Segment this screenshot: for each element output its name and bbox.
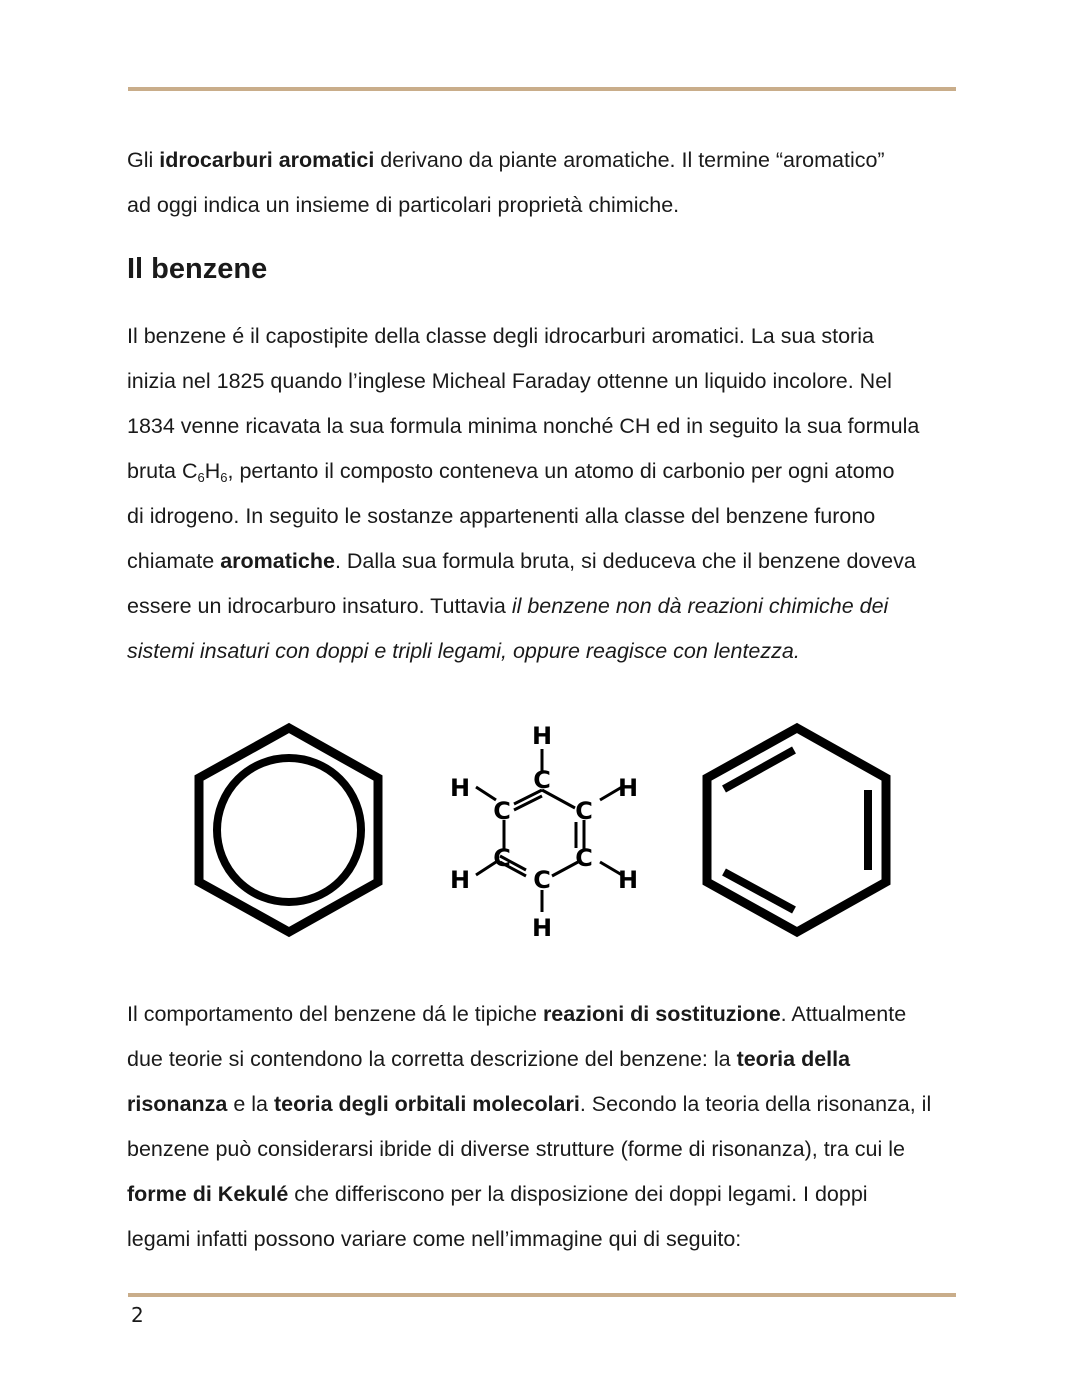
intro-paragraph <box>127 138 967 228</box>
paragraph-line: legami infatti possono variare come nell’immagine qui di seguito: <box>127 1227 742 1251</box>
bold-term: aromatiche <box>220 549 335 573</box>
bold-term: risonanza <box>127 1092 228 1116</box>
hydrogen-label: H <box>531 914 553 942</box>
top-rule <box>128 87 956 91</box>
bottom-rule <box>128 1293 956 1297</box>
paragraph-line: Il benzene é il capostipite della classe degli idrocarburi aromatici. La sua storia <box>127 324 874 348</box>
intro-text: derivano da piante aromatiche. Il termine “aromatico” <box>374 148 885 172</box>
paragraph-line: risonanza e la teoria degli orbitali molecolari. Secondo la teoria della risonanza, il <box>127 1092 932 1116</box>
paragraph-line <box>127 629 967 674</box>
carbon-label: C <box>575 844 593 872</box>
intro-text: Gli <box>127 148 160 172</box>
intro-text-line: ad oggi indica un insieme di particolari proprietà chimiche. <box>127 193 680 217</box>
carbon-label: C <box>575 797 593 825</box>
hydrogen-label: H <box>449 866 471 894</box>
carbon-label: C <box>493 844 511 872</box>
benzene-paragraph <box>127 314 967 674</box>
section-heading: Il benzene <box>127 253 268 285</box>
bold-term: forme di Kekulé <box>127 1182 289 1206</box>
subscript: 6 <box>220 470 228 485</box>
paragraph-line: 1834 venne ricavata la sua formula minima nonché CH ed in seguito la sua formula <box>127 414 920 438</box>
carbon-label: C <box>493 797 511 825</box>
subscript: 6 <box>197 470 205 485</box>
hydrogen-label: H <box>617 774 639 802</box>
benzene-circle-structure <box>199 728 378 932</box>
italic-text: sistemi insaturi con doppi e tripli legami, oppure reagisce con lentezza. <box>127 639 800 663</box>
hydrogen-label: H <box>449 774 471 802</box>
hydrogen-label: H <box>617 866 639 894</box>
carbon-label: C <box>533 766 551 794</box>
bold-term: teoria della <box>736 1047 851 1071</box>
carbon-label: C <box>533 866 551 894</box>
paragraph-line: di idrogeno. In seguito le sostanze appartenenti alla classe del benzene furono <box>127 504 876 528</box>
paragraph-line: chiamate aromatiche. Dalla sua formula bruta, si deduceva che il benzene doveva <box>127 549 916 573</box>
paragraph-line: benzene può considerarsi ibride di diverse strutture (forme di risonanza), tra cui le <box>127 1137 905 1161</box>
paragraph-line: due teorie si contendono la corretta descrizione del benzene: la teoria della <box>127 1047 851 1071</box>
bold-term: teoria degli orbitali molecolari <box>274 1092 580 1116</box>
hydrogen-label: H <box>531 722 553 750</box>
paragraph-line: bruta $C_6H_6$, pertanto il composto conteneva un atomo di carbonio per ogni atomo <box>127 459 895 485</box>
paragraph-line: essere un idrocarburo insaturo. Tuttavia il benzene non dà reazioni chimiche dei <box>127 594 889 618</box>
resonance-paragraph <box>127 992 967 1262</box>
kekule-structure <box>707 728 886 932</box>
italic-text: il benzene non dà reazioni chimiche dei <box>511 594 889 618</box>
paragraph-line: forme di Kekulé che differiscono per la disposizione dei doppi legami. I doppi <box>127 1182 868 1206</box>
benzene-structures-figure <box>180 712 910 962</box>
paragraph-line: Il comportamento del benzene dá le tipiche reazioni di sostituzione. Attualmente <box>127 1002 907 1026</box>
page-number: 2 <box>131 1303 144 1327</box>
intro-bold-term: idrocarburi aromatici <box>159 148 375 172</box>
bold-term: reazioni di sostituzione <box>542 1002 781 1026</box>
paragraph-line: inizia nel 1825 quando l’inglese Micheal Faraday ottenne un liquido incolore. Nel <box>127 369 892 393</box>
